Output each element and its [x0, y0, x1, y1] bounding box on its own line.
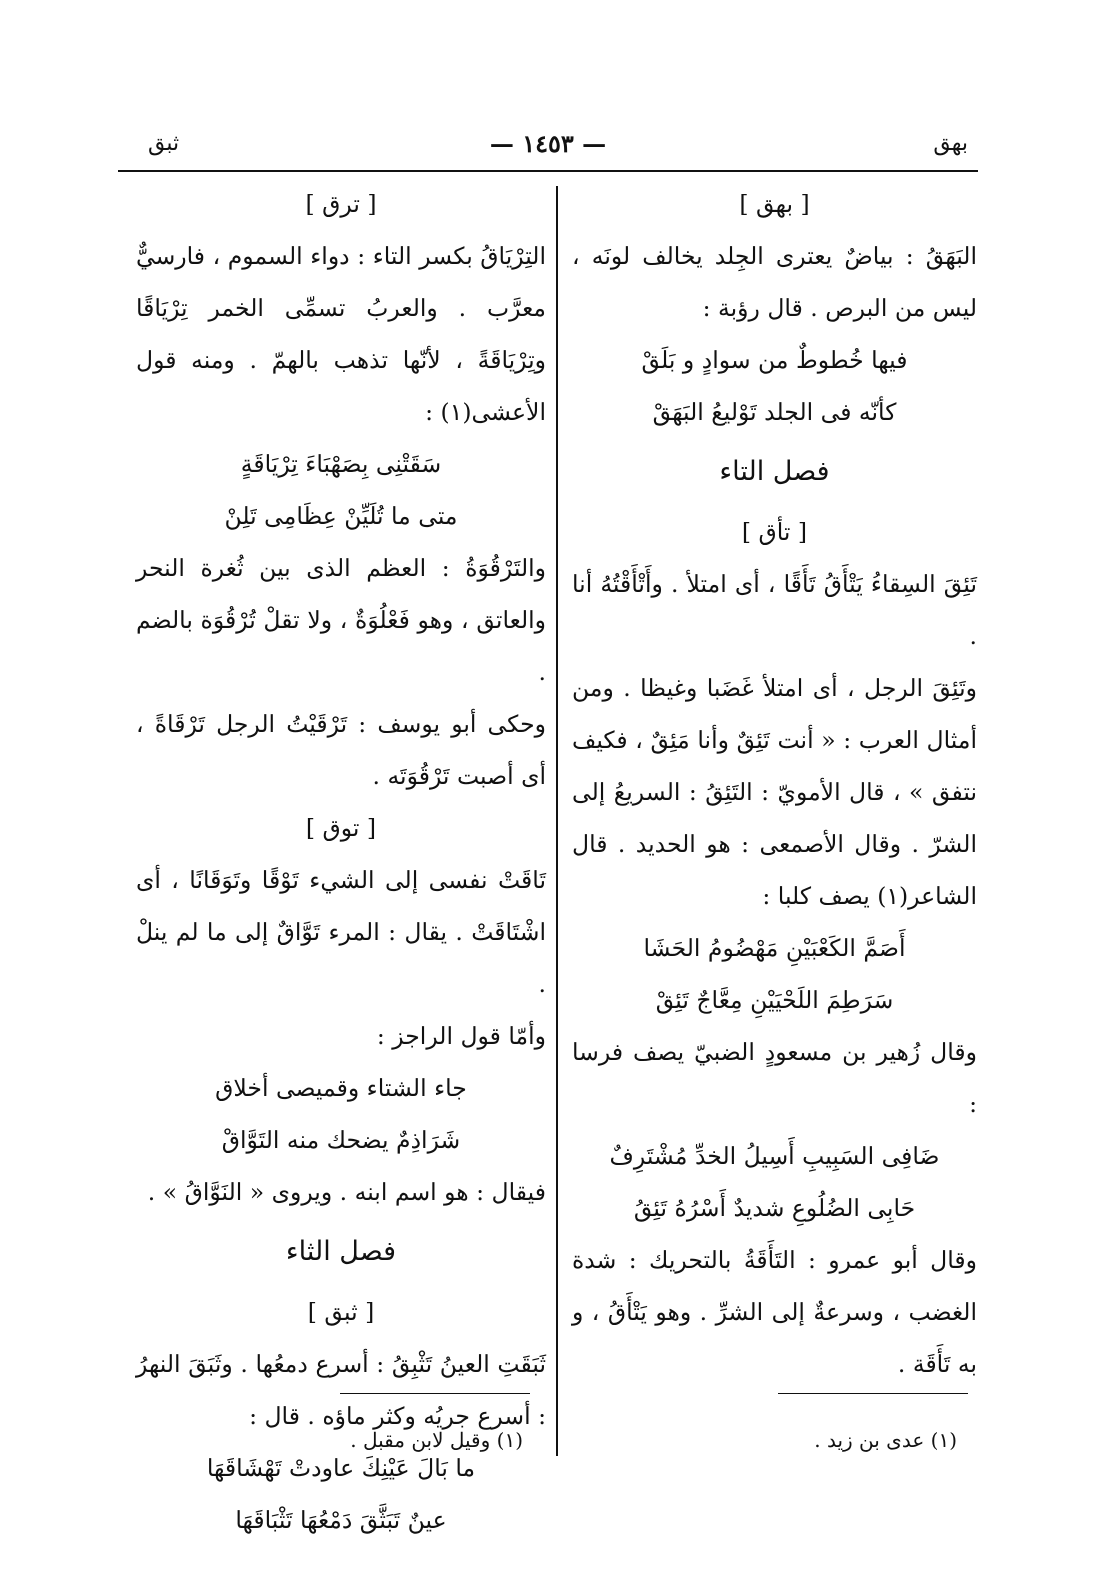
- page-number: — ١٤٥٣ —: [489, 129, 607, 158]
- paragraph: تَئِقَ السِقاءُ يَتْأَقُ تَأَقًا ، أى امتلأ . وأَتْأَقْتُهُ أنا .: [572, 570, 977, 650]
- entry-heading: [ توق ]: [305, 814, 377, 842]
- paragraph: البَهَقُ : بياضٌ يعترى الجِلد يخالف لونَه ، ليس من البرص . قال رؤبة :: [572, 242, 977, 322]
- footnote-right: (١) عدى بن زيد .: [814, 1428, 957, 1452]
- entry-heading: [ ترق ]: [305, 190, 377, 218]
- paragraph: وقال أبو عمرو : التَأَقَةُ بالتحريك : شدة الغضب ، وسرعةٌ إلى الشرِّ . وهو يَتْأَقُ ، و به تَأَقَة .: [572, 1246, 977, 1378]
- verse-line: فيها خُطوطٌ من سوادٍ و بَلَقْ: [641, 346, 908, 374]
- verse-line: شَرَاذِمٌ يضحك منه التَوَّاقْ: [221, 1126, 461, 1154]
- verse-line: حَابِى الضُلُوعِ شديدٌ أَسْرُهُ تَئِقُ: [633, 1194, 916, 1222]
- verse-line: سَقَتْنِى بِصَهْبَاءَ تِرْيَاقَةٍ: [240, 450, 442, 478]
- verse-line: ما بَالَ عَيْنِكَ عاودتْ تَهْشَاقَهَا: [206, 1454, 476, 1482]
- verse-line: كأنّه فى الجلد تَوْليعُ البَهَقْ: [652, 398, 897, 426]
- verse-line: جاء الشتاء وقميصى أخلاق: [215, 1074, 467, 1102]
- paragraph: فيقال : هو اسم ابنه . ويروى « النَوَّاقُ » .: [147, 1178, 546, 1206]
- verse-line: متى ما تُلَيِّنْ عِظَامِى تَلِنْ: [224, 502, 458, 530]
- running-head-right: بهق: [933, 131, 968, 156]
- paragraph: ثَبَقَتِ العينُ تَثْبِقُ : أسرع دمعُها . وثَبَقَ النهرُ : أسرع جريُه وكثر ماؤه . قال :: [136, 1350, 546, 1430]
- paragraph: وتَئِقَ الرجل ، أى امتلأ غَضَبا وغيظا . ومن أمثال العرب : « أنت تَئِقٌ وأنا مَئِقٌ ، فكيف نتفق » ، قال الأمويّ : التَئِقُ : السريعُ إلى الشرّ . وقال الأصمعى : هو الحديد . قال الشاعر(١) يصف كلبا :: [572, 674, 977, 910]
- header-rule: [118, 170, 978, 172]
- footnote-rule-right: [778, 1393, 968, 1394]
- entry-heading: [ بهق ]: [739, 190, 810, 218]
- verse-line: سَرَطِمَ اللَحْيَيْنِ مِعَّاجٌ تَئِقْ: [655, 986, 894, 1014]
- entry-heading: [ ثبق ]: [307, 1298, 375, 1326]
- page-header: [118, 125, 978, 171]
- paragraph: وقال زُهير بن مسعودٍ الضبيّ يصف فرسا :: [572, 1038, 977, 1118]
- footnote-rule-left: [340, 1393, 530, 1394]
- section-title: فصل التاء: [719, 456, 830, 487]
- paragraph: تَاقَتْ نفسى إلى الشيء تَوْقًا وتَوَقَانًا ، أى اشْتَاقَتْ . يقال : المرء تَوَّاقٌ إلى ما لم ينلْ .: [136, 866, 546, 998]
- paragraph: والتَرْقُوَةُ : العظم الذى بين ثُغرة النحر والعاتق ، وهو فَعْلُوَةٌ ، ولا تقلْ تُرْقُوَة بالضم .: [136, 554, 546, 686]
- column-divider: [556, 186, 558, 1456]
- running-head-left: ثبق: [148, 131, 180, 156]
- verse-line: ضَافِى السَبِيبِ أَسِيلُ الخدِّ مُشْتَرِفٌ: [609, 1142, 940, 1170]
- left-column: [136, 178, 546, 1546]
- right-column: [572, 178, 977, 1390]
- entry-heading: [ تأق ]: [741, 518, 808, 546]
- footnote-left: (١) وقيل لابن مقبل .: [350, 1428, 523, 1452]
- section-title: فصل الثاء: [285, 1236, 397, 1267]
- paragraph: وأمّا قول الراجز :: [376, 1022, 546, 1050]
- paragraph: التِرْيَاقُ بكسر التاء : دواء السموم ، فارسيٌّ معرَّب . والعربُ تسمِّى الخمر تِرْيَاقًا وتِرْيَاقَةً ، لأنّها تذهب بالهمّ . ومنه قول الأعشى(١) :: [136, 242, 546, 426]
- paragraph: وحكى أبو يوسف : تَرْقَيْتُ الرجل تَرْقَاةً ، أى أصبت تَرْقُوَتَه .: [136, 710, 546, 790]
- verse-line: عينٌ تَبَثَّقَ دَمْعُهَا تَثْبَاقَهَا: [235, 1506, 447, 1534]
- verse-line: أَصَمَّ الكَعْبَيْنِ مَهْضُومُ الحَشَا: [643, 934, 906, 962]
